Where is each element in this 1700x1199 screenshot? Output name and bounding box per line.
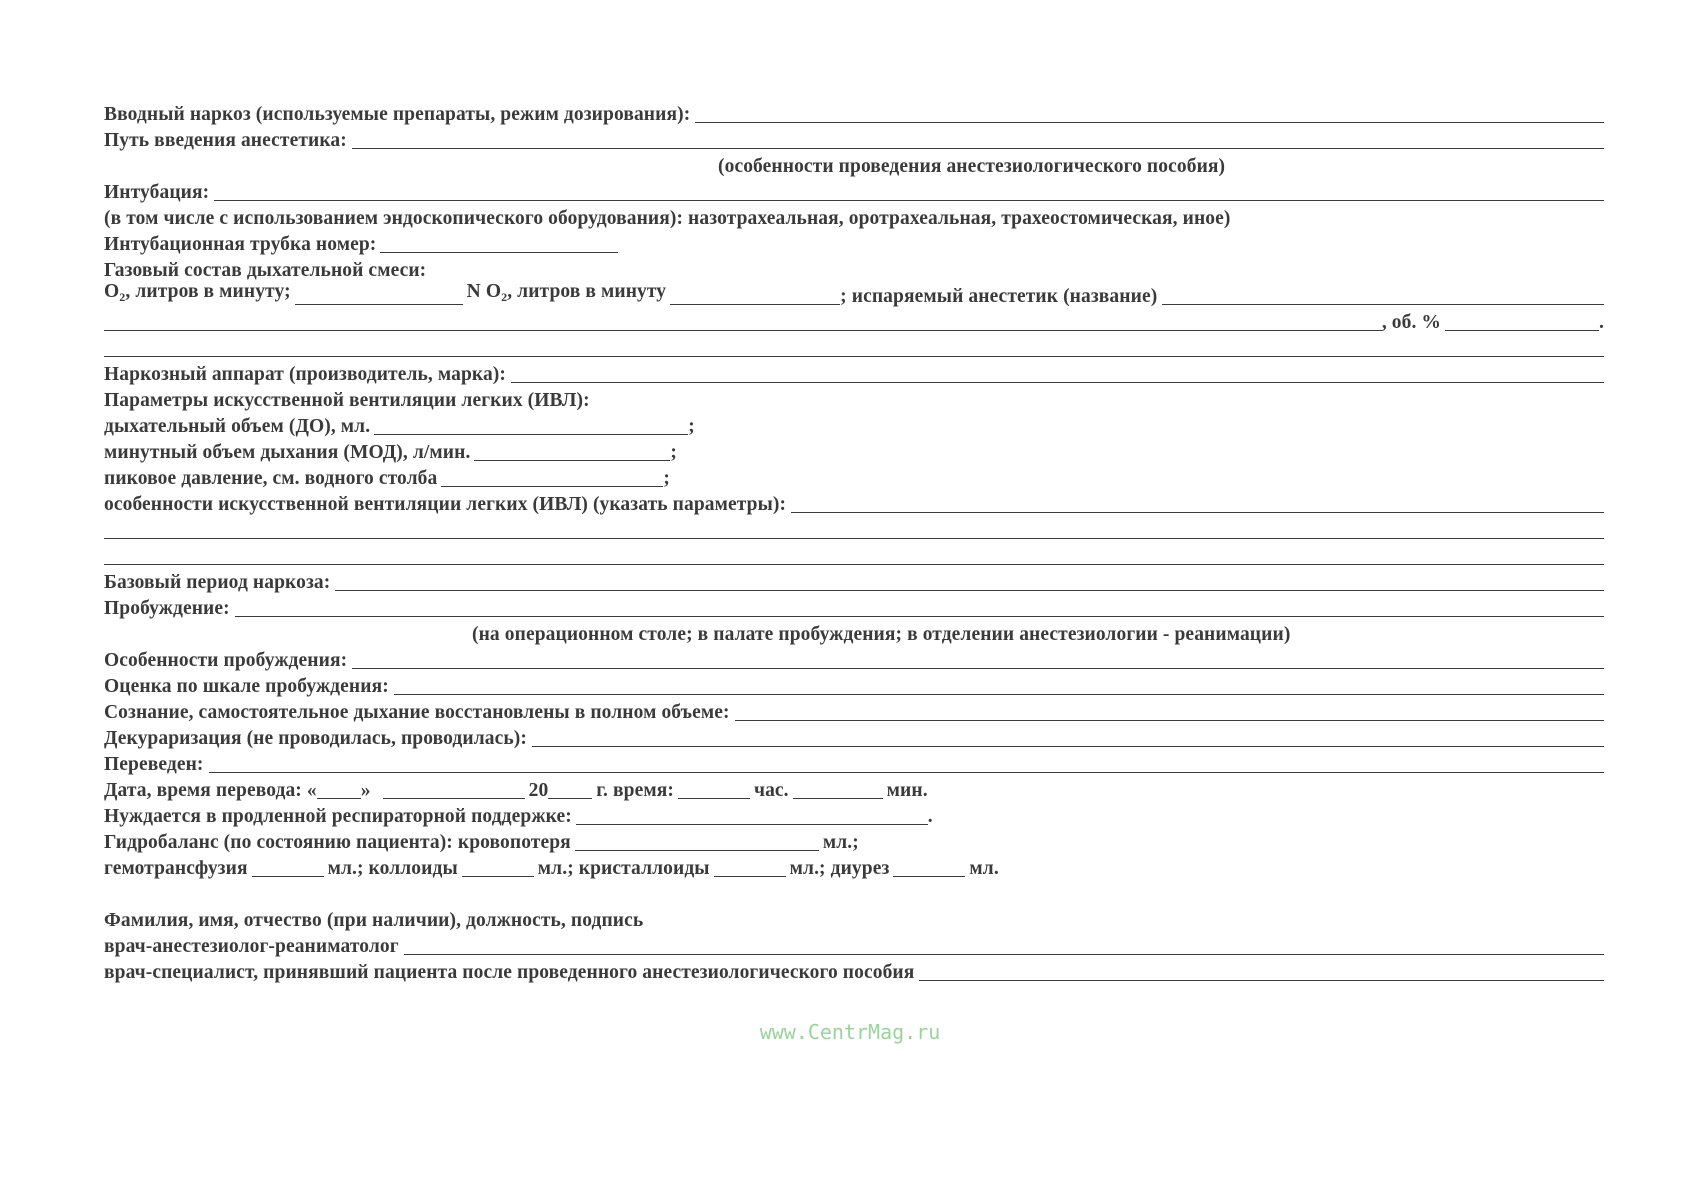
ivl-features-line	[104, 490, 1604, 516]
blank-line-1	[104, 334, 1604, 360]
hemo-field[interactable]	[252, 876, 324, 877]
route-line	[104, 126, 1604, 152]
vapor-label: ; испаряемый анестетик (название)	[840, 286, 1158, 307]
tube-field[interactable]	[380, 252, 618, 253]
crystal-field[interactable]	[714, 876, 786, 877]
ivl-line	[104, 386, 1604, 412]
awake-line	[104, 594, 1604, 620]
ivl-features-label: особенности искусственной вентиляции легких (ИВЛ) (указать параметры):	[104, 494, 787, 515]
minute-label: минутный объем дыхания (МОД), л/мин.	[104, 442, 471, 463]
minute-field[interactable]	[474, 460, 670, 461]
date-quote: »	[360, 780, 371, 801]
gas-label: Газовый состав дыхательной смеси:	[104, 260, 427, 281]
machine-line	[104, 360, 1604, 386]
blank-line-3	[104, 542, 1604, 568]
induction-label: Вводный наркоз (используемые препараты, режим дозирования):	[104, 104, 691, 125]
peak-line	[104, 464, 1604, 490]
consciousness-field[interactable]	[735, 720, 1604, 721]
o2-label: $O_2$, литров в минуту;	[104, 281, 291, 304]
specialist-field[interactable]	[919, 980, 1604, 981]
consciousness-label: Сознание, самостоятельное дыхание восстановлены в полном объеме:	[104, 702, 730, 723]
resp-field[interactable]	[576, 824, 928, 825]
specialist-line	[104, 958, 1604, 984]
transfusion-line	[104, 854, 1604, 880]
intubation-label: Интубация:	[104, 182, 210, 203]
spacer	[104, 880, 1604, 906]
tidal-line	[104, 412, 1604, 438]
base-field[interactable]	[335, 590, 1604, 591]
vol-field[interactable]	[1445, 330, 1599, 331]
o2-field[interactable]	[295, 304, 463, 305]
anesth-label: врач-анестезиолог-реаниматолог	[104, 936, 399, 957]
peak-field[interactable]	[441, 486, 663, 487]
day-field[interactable]	[317, 798, 361, 799]
vol-dot: .	[1599, 312, 1604, 333]
machine-field[interactable]	[511, 382, 1604, 383]
colloids-label: мл.; коллоиды	[327, 858, 458, 879]
intubation-line	[104, 178, 1604, 204]
n2o-field[interactable]	[670, 304, 840, 305]
gas-line	[104, 256, 1604, 282]
bloodloss-field[interactable]	[575, 850, 819, 851]
peak-semi: ;	[663, 468, 670, 489]
induction-field[interactable]	[695, 122, 1604, 123]
tidal-field[interactable]	[374, 434, 688, 435]
o2-line	[104, 282, 1604, 308]
bloodloss-unit: мл.;	[822, 832, 859, 853]
extra-field-2[interactable]	[104, 538, 1604, 539]
transferred-line	[104, 750, 1604, 776]
awake-features-line	[104, 646, 1604, 672]
decurarization-label: Декураризация (не проводилась, проводилась):	[104, 728, 527, 749]
vol-line	[104, 308, 1604, 334]
route-field[interactable]	[352, 148, 1604, 149]
diuresis-field[interactable]	[893, 876, 965, 877]
tidal-label: дыхательный объем (ДО), мл.	[104, 416, 371, 437]
diuresis-label: мл.; диурез	[789, 858, 890, 879]
base-label: Базовый период наркоза:	[104, 572, 331, 593]
month-field[interactable]	[383, 798, 525, 799]
resp-line	[104, 802, 1604, 828]
awake-note-line	[104, 620, 1604, 646]
route-note-line	[104, 152, 1604, 178]
specialist-label: врач-специалист, принявший пациента после проведенного анестезиологического пособия	[104, 962, 915, 983]
intubation-note-line	[104, 204, 1604, 230]
extra-field-3[interactable]	[104, 564, 1604, 565]
awake-label: Пробуждение:	[104, 598, 230, 619]
tube-label: Интубационная трубка номер:	[104, 234, 377, 255]
peak-label: пиковое давление, см. водного столба	[104, 468, 438, 489]
ivl-label: Параметры искусственной вентиляции легких (ИВЛ):	[104, 390, 590, 411]
awake-features-field[interactable]	[352, 668, 1604, 669]
tube-line	[104, 230, 1604, 256]
tidal-semi: ;	[688, 416, 695, 437]
route-label: Путь введения анестетика:	[104, 130, 347, 151]
intubation-note: (в том числе с использованием эндоскопического оборудования): назотрахеальная, оротрахеальная, трахеостомическая, иное)	[104, 208, 1231, 229]
year-field[interactable]	[548, 798, 592, 799]
year-prefix: 20	[528, 780, 549, 801]
awake-features-label: Особенности пробуждения:	[104, 650, 348, 671]
ivl-features-field[interactable]	[791, 512, 1604, 513]
transferred-label: Переведен:	[104, 754, 204, 775]
resp-label: Нуждается в продленной респираторной поддержке:	[104, 806, 572, 827]
awake-field[interactable]	[235, 616, 1604, 617]
anesth-line	[104, 932, 1604, 958]
hydro-label: Гидробаланс (по состоянию пациента): кровопотеря	[104, 832, 571, 853]
hemo-label: гемотрансфузия	[104, 858, 248, 879]
decurarization-field[interactable]	[532, 746, 1604, 747]
blank-line-2	[104, 516, 1604, 542]
awake-score-field[interactable]	[394, 694, 1604, 695]
machine-label: Наркозный аппарат (производитель, марка):	[104, 364, 506, 385]
n2o-label: N $O_2$, литров в минуту	[466, 281, 667, 304]
intubation-field[interactable]	[214, 200, 1604, 201]
route-note: (особенности проведения анестезиологического пособия)	[718, 156, 1226, 177]
date-label: Дата, время перевода: «	[104, 780, 317, 801]
extra-field-1[interactable]	[104, 356, 1604, 357]
watermark: www.CentrMag.ru	[759, 1020, 941, 1044]
minute-line	[104, 438, 1604, 464]
crystal-label: мл.; кристаллоиды	[537, 858, 710, 879]
induction-line	[104, 100, 1604, 126]
vapor-name-field[interactable]	[104, 330, 1382, 331]
awake-score-label: Оценка по шкале пробуждения:	[104, 676, 389, 697]
base-line	[104, 568, 1604, 594]
hour-field[interactable]	[678, 798, 750, 799]
transferred-field[interactable]	[209, 772, 1605, 773]
vol-label: , об. %	[1381, 312, 1442, 333]
consciousness-line	[104, 698, 1604, 724]
min-label: мин.	[886, 780, 928, 801]
resp-dot: .	[927, 806, 933, 827]
hydro-line	[104, 828, 1604, 854]
time-label: г. время:	[596, 780, 674, 801]
diuresis-unit: мл.	[969, 858, 999, 879]
awake-note: (на операционном столе; в палате пробуждения; в отделении анестезиологии - реанимации)	[472, 624, 1291, 645]
colloids-field[interactable]	[462, 876, 534, 877]
date-line	[104, 776, 1604, 802]
signature-label: Фамилия, имя, отчество (при наличии), должность, подпись	[104, 910, 644, 931]
decurarization-line	[104, 724, 1604, 750]
anesth-field[interactable]	[404, 954, 1604, 955]
signature-line	[104, 906, 1604, 932]
anesthesia-form	[104, 100, 1604, 984]
minute-semi: ;	[670, 442, 678, 463]
vapor-field[interactable]	[1162, 304, 1604, 305]
minute-time-field[interactable]	[793, 798, 883, 799]
awake-score-line	[104, 672, 1604, 698]
hour-label: час.	[753, 780, 789, 801]
